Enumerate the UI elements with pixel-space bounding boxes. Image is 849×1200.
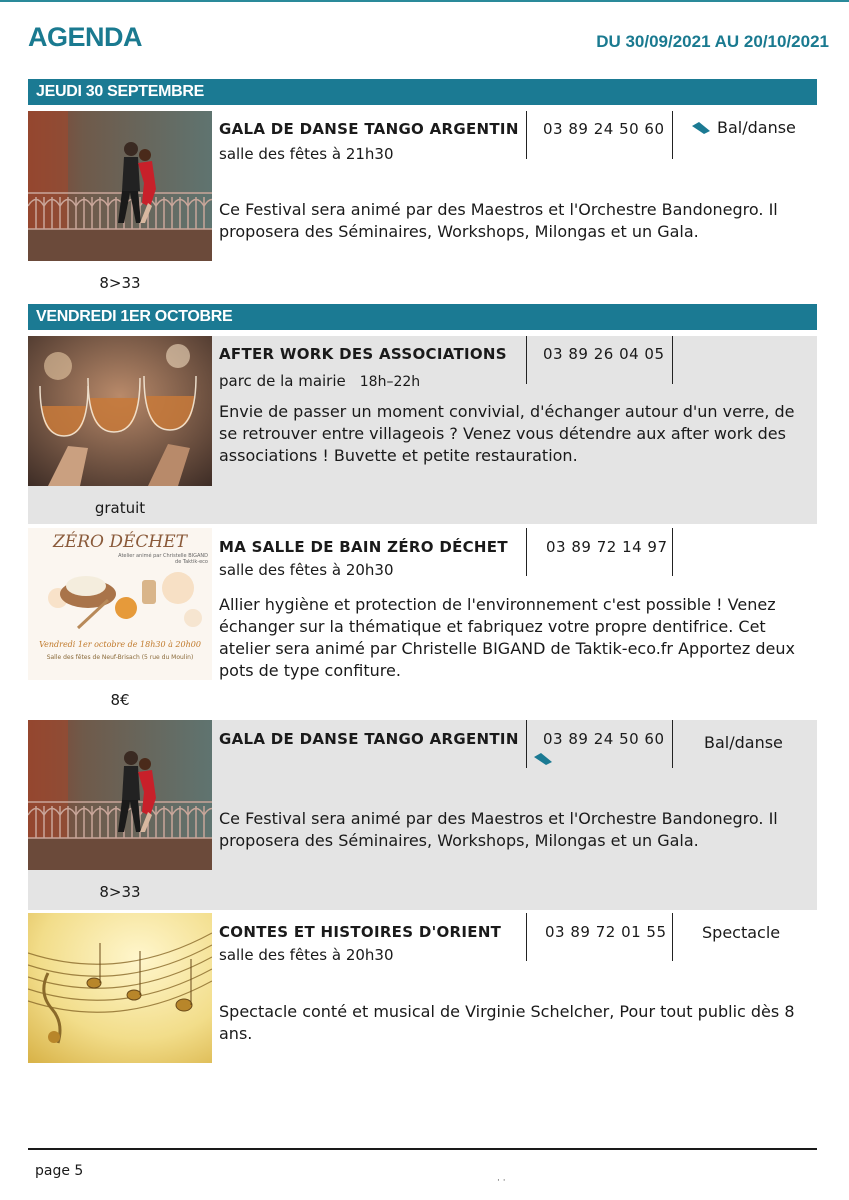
event-card[interactable] <box>28 913 817 1073</box>
event-card[interactable] <box>28 111 817 296</box>
event-card[interactable] <box>28 528 817 716</box>
day-header-friday: VENDREDI 1ER OCTOBRE <box>28 304 817 330</box>
event-photo-tango <box>28 720 212 870</box>
column-divider <box>526 913 527 961</box>
event-phone[interactable]: 03 89 72 14 97 <box>546 538 668 556</box>
event-phone[interactable]: 03 89 24 50 60 <box>543 120 665 138</box>
footer-rule <box>28 1148 817 1150</box>
event-description: Spectacle conté et musical de Virginie Schelcher, Pour tout public dès 8 ans. <box>219 1002 795 1043</box>
event-description: Ce Festival sera animé par des Maestros et l'Orchestre Bandonegro. Il proposera des Séminaires, Workshops, Milongas et un Gala. <box>219 809 778 850</box>
day-header-thursday: JEUDI 30 SEPTEMBRE <box>28 79 817 105</box>
column-divider <box>672 336 673 384</box>
pin-icon <box>691 121 711 135</box>
event-price: 8>33 <box>99 883 141 901</box>
event-description: Ce Festival sera animé par des Maestros et l'Orchestre Bandonegro. Il proposera des Séminaires, Workshops, Milongas et un Gala. <box>219 200 778 241</box>
poster-venue-line: Salle des fêtes de Neuf-Brisach (5 rue du Moulin) <box>46 654 194 661</box>
poster-date-line: Vendredi 1er octobre de 18h30 à 20h00 <box>39 640 201 649</box>
event-title[interactable]: GALA DE DANSE TANGO ARGENTIN <box>219 730 519 748</box>
column-divider <box>526 720 527 768</box>
event-poster-zero-dechet <box>28 528 212 680</box>
event-description: Envie de passer un moment convivial, d'échanger autour d'un verre, de se retrouver entre villageois ? Venez vous détendre aux after work des associations ! Buvette et petite restauration. <box>219 402 795 465</box>
column-divider <box>526 336 527 384</box>
event-photo-glasses <box>28 336 212 486</box>
column-divider <box>526 111 527 159</box>
event-price: gratuit <box>94 499 146 517</box>
event-photo-tango <box>28 111 212 261</box>
footer-mark: · · <box>497 1176 506 1186</box>
column-divider <box>672 720 673 768</box>
pin-icon <box>533 752 553 766</box>
column-divider <box>526 528 527 576</box>
event-phone[interactable]: 03 89 26 04 05 <box>543 345 665 363</box>
event-title[interactable]: GALA DE DANSE TANGO ARGENTIN <box>219 120 519 138</box>
column-divider <box>672 913 673 961</box>
event-card[interactable] <box>28 336 817 524</box>
column-divider <box>672 528 673 576</box>
top-rule <box>0 0 849 2</box>
event-place <box>219 372 420 390</box>
event-title[interactable]: AFTER WORK DES ASSOCIATIONS <box>219 345 507 363</box>
poster-small-line: Atelier animé par Christelle BIGAND de Taktik-eco <box>118 553 208 565</box>
event-phone[interactable]: 03 89 72 01 55 <box>545 923 667 941</box>
event-place: salle des fêtes à 20h30 <box>219 561 394 579</box>
event-price: 8>33 <box>99 274 141 292</box>
event-photo-music-notes <box>28 913 212 1063</box>
poster-headline: ZÉRO DÉCHET <box>53 532 187 552</box>
event-category: Spectacle <box>702 923 781 942</box>
event-title[interactable]: MA SALLE DE BAIN ZÉRO DÉCHET <box>219 538 508 556</box>
event-title[interactable]: CONTES ET HISTOIRES D'ORIENT <box>219 923 502 941</box>
event-card[interactable] <box>28 720 817 910</box>
event-phone[interactable]: 03 89 24 50 60 <box>543 730 665 748</box>
event-price: 8€ <box>110 691 130 709</box>
event-time: 18h–22h <box>359 374 421 390</box>
event-category: Bal/danse <box>704 733 783 752</box>
page-number: page 5 <box>35 1163 84 1179</box>
event-place: salle des fêtes à 20h30 <box>219 946 394 964</box>
event-place: salle des fêtes à 21h30 <box>219 145 394 163</box>
event-place-name: parc de la mairie <box>219 372 346 390</box>
date-range: DU 30/09/2021 AU 20/10/2021 <box>596 32 829 51</box>
page-title: AGENDA <box>28 22 143 52</box>
event-category: Bal/danse <box>717 118 796 137</box>
column-divider <box>672 111 673 159</box>
event-description: Allier hygiène et protection de l'environnement c'est possible ! Venez échanger sur la thématique et fabriquez votre propre dentifrice. Cet atelier sera animé par Christelle BIGAND de Taktik-eco.fr Apportez deux pots de type confiture. <box>219 595 795 680</box>
